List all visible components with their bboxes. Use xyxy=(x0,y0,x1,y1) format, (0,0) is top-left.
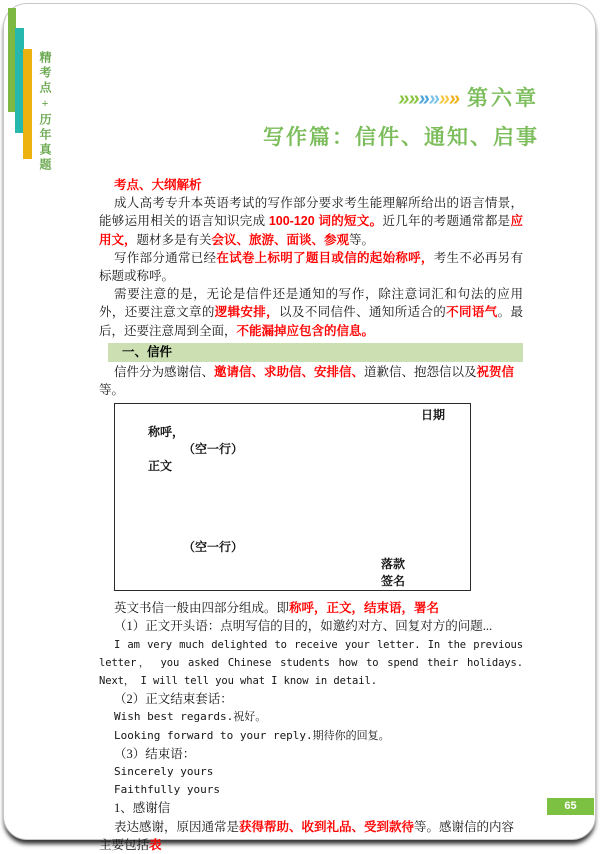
letter-blank-line2-label: （空一行） xyxy=(183,540,244,555)
paragraph-exam-note: 写作部分通常已经在试卷上标明了题目或信的起始称呼，考生不必再另有标题或称呼。 xyxy=(99,250,523,284)
main-content xyxy=(99,176,523,854)
chevron-icon: » xyxy=(428,88,438,110)
paragraph-overview: 成人高考专升本英语考试的写作部分要求考生能理解所给出的语言情景，能够运用相关的语言知识完成 100-120 词的短文。近几年的考题通常都是应用文，题材多是有关会议、旅游、面谈、参观等。 xyxy=(99,196,523,247)
chevron-icon: » xyxy=(408,88,418,110)
letter-blank-line-label: （空一行） xyxy=(183,442,244,457)
chevron-icon: » xyxy=(438,88,448,110)
book-page xyxy=(3,3,596,852)
subsection-thank-you-letter: 1、感谢信 xyxy=(114,801,171,816)
sidebar-vertical-label: 精考点+历年真题 xyxy=(38,51,52,173)
line-wish-regards: Wish best regards.祝好。 xyxy=(114,710,267,724)
section-heading-letters: 一、信件 xyxy=(108,343,523,362)
letter-date-label: 日期 xyxy=(420,408,445,423)
letter-format-diagram xyxy=(114,403,471,591)
letter-body-label: 正文 xyxy=(148,459,173,474)
decoration-bar-yellow xyxy=(23,49,32,159)
chapter-title: 写作篇：信件、通知、启事 xyxy=(263,126,539,149)
paragraph-closing-note: （2）正文结束套话： xyxy=(114,692,233,707)
chapter-number-line xyxy=(263,82,539,112)
paragraph-ending-note: （3）结束语： xyxy=(114,746,196,761)
line-sincerely-yours: Sincerely yours xyxy=(114,765,214,779)
paragraph-attention: 需要注意的是，无论是信件还是通知的写作，除注意词汇和句法的应用外，还要注意文章的逻辑安排，以及不同信件、通知所适合的不同语气。最后，还要注意周到全面，不能漏掉应包含的信息。 xyxy=(99,287,523,338)
chevron-icon: » xyxy=(398,88,408,110)
chapter-header xyxy=(263,82,539,151)
paragraph-thanks-reasons: 表达感谢，原因通常是获得帮助、收到礼品、受到款待等。感谢信的内容主要包括表 xyxy=(99,819,515,852)
paragraph-four-parts: 英文书信一般由四部分组成。即称呼，正文，结束语，署名 xyxy=(114,601,440,616)
letter-closing-label: 落款 xyxy=(381,557,406,572)
letter-signature-label: 签名 xyxy=(381,574,406,589)
chevron-icon: » xyxy=(448,88,458,110)
notes-heading: 考点、大纲解析 xyxy=(114,178,202,192)
chapter-number: 第六章 xyxy=(467,87,539,110)
paragraph-english-sample: I am very much delighted to receive your letter. In the previous letter， you asked Chinese students how to spend their holidays. Next， I will tell you what I know in detail. xyxy=(99,638,523,688)
paragraph-opening-note: （1）正文开头语：点明写信的目的，如邀约对方、回复对方的问题... xyxy=(114,619,493,634)
chevron-icon: » xyxy=(418,88,428,110)
line-looking-forward: Looking forward to your reply.期待你的回复。 xyxy=(114,728,390,742)
letter-box-spacer xyxy=(115,475,470,539)
letter-salutation-label: 称呼， xyxy=(148,425,185,440)
line-faithfully-yours: Faithfully yours xyxy=(114,783,220,797)
page-number-badge: 65 xyxy=(547,798,594,815)
paragraph-letter-types: 信件分为感谢信、邀请信、求助信、安排信、道歉信、抱怨信以及祝贺信等。 xyxy=(99,364,515,398)
